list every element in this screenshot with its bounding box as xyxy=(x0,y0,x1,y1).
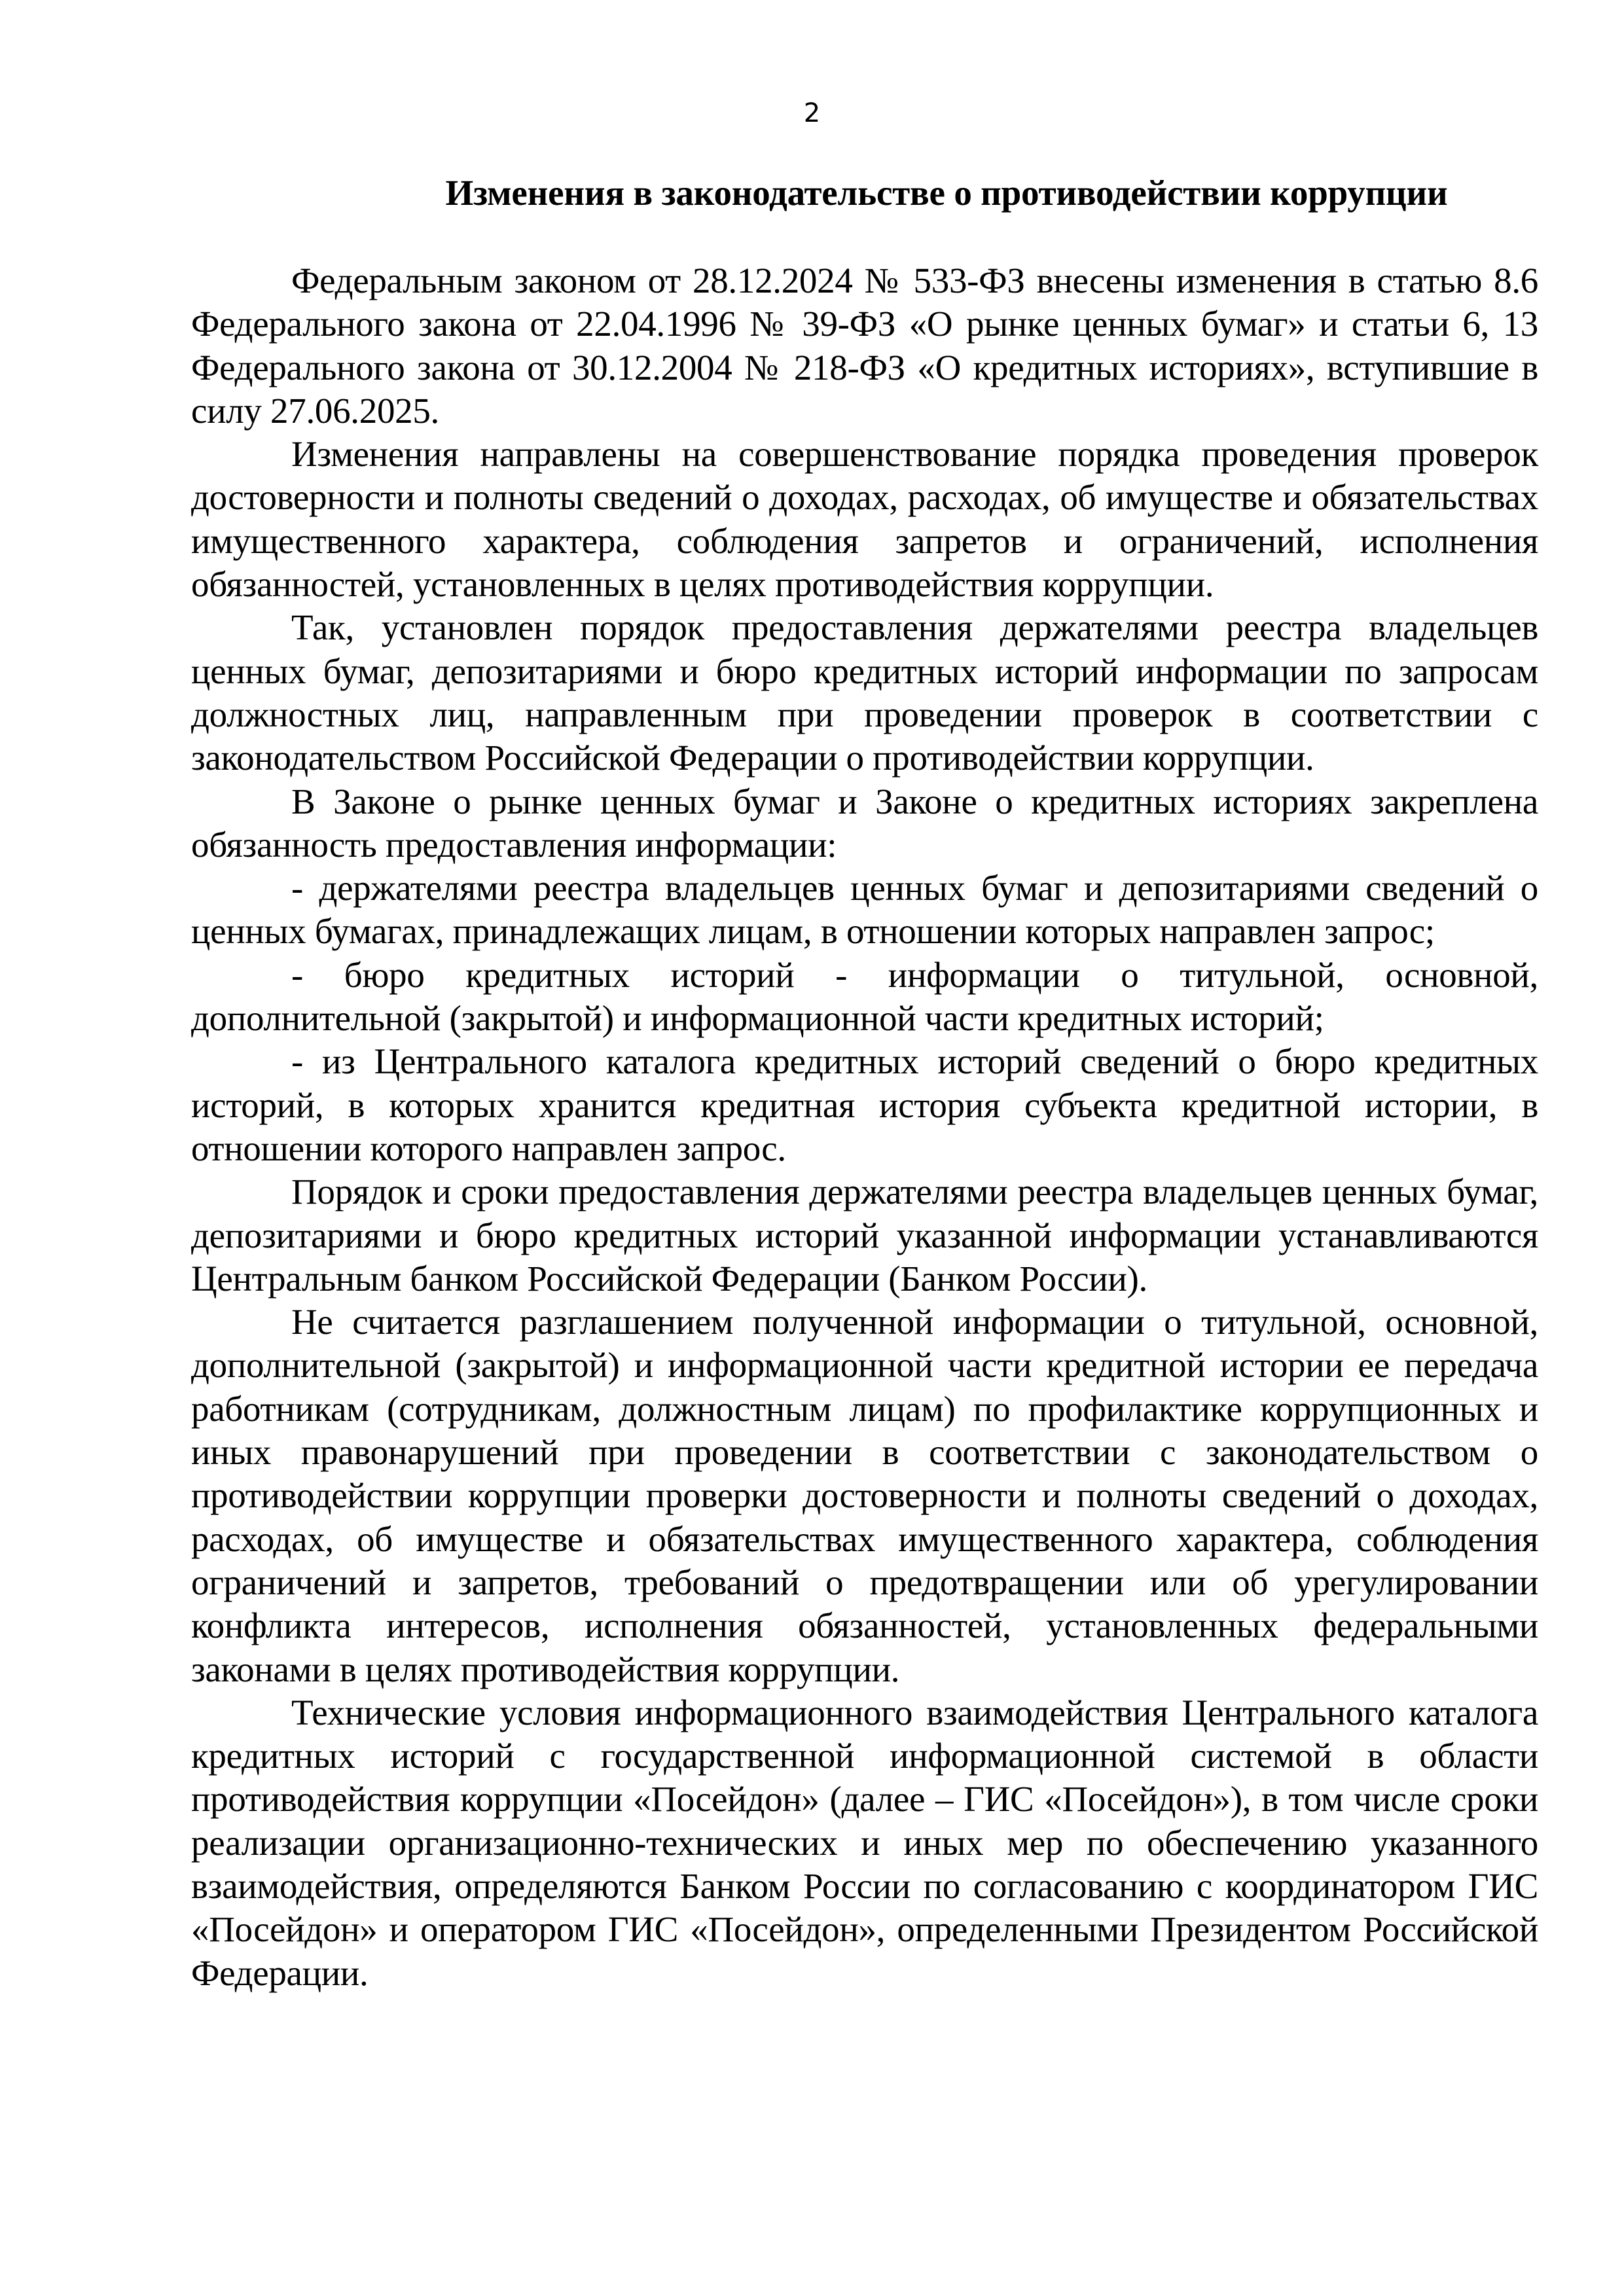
paragraph-law-amendments: Федеральным законом от 28.12.2024 № 533-ФЗ внесены изменения в статью 8.6 Федерального закона от 22.04.1996 № 39-ФЗ «О рынке ценных бумаг» и статьи 6, 13 Федерального закона от 30.12.2004 № 218-ФЗ «О кредитных историях», вступившие в силу 27.06.2025. xyxy=(191,260,1538,431)
list-item-central-catalog: - из Центрального каталога кредитных историй сведений о бюро кредитных историй, в которых хранится кредитная история субъекта кредитной истории, в отношении которого направлен запрос. xyxy=(191,1041,1538,1168)
paragraph-obligation-intro: В Законе о рынке ценных бумаг и Законе о кредитных историях закреплена обязанность предоставления информации: xyxy=(191,781,1538,865)
paragraph-terms-bank-of-russia: Порядок и сроки предоставления держателями реестра владельцев ценных бумаг, депозитариями и бюро кредитных историй указанной информации устанавливаются Центральным банком Российской Федерации (Банком России). xyxy=(191,1172,1538,1299)
page-number: 2 xyxy=(803,98,821,128)
list-item-credit-bureaus: - бюро кредитных историй - информации о титульной, основной, дополнительной (закрытой) и информационной части кредитных историй; xyxy=(191,954,1538,1039)
document-title: Изменения в законодательстве о противодействии коррупции xyxy=(445,173,1448,213)
paragraph-disclosure: Не считается разглашением полученной информации о титульной, основной, дополнительной (закрытой) и информационной части кредитной истории ее передача работникам (сотрудникам, должностным лицам) по профилактике коррупционных и иных правонарушений при проведении в соответствии с законодательством о противодействии коррупции проверки достоверности и полноты сведений о доходах, расходах, об имуществе и обязательствах имущественного характера, соблюдения ограничений и запретов, требований о предотвращении или об урегулировании конфликта интересов, исполнения обязанностей, установленных федеральными законами в целях противодействия коррупции. xyxy=(191,1302,1538,1689)
list-item-registry-holders: - держателями реестра владельцев ценных бумаг и депозитариями сведений о ценных бумагах, принадлежащих лицам, в отношении которых направлен запрос; xyxy=(191,868,1538,952)
document-body xyxy=(191,171,1538,1995)
paragraph-purpose: Изменения направлены на совершенствование порядка проведения проверок достоверности и полноты сведений о доходах, расходах, об имуществе и обязательствах имущественного характера, соблюдения запретов и ограничений, исполнения обязанностей, установленных в целях противодействия коррупции. xyxy=(191,434,1538,605)
paragraph-technical-conditions: Технические условия информационного взаимодействия Центрального каталога кредитных историй с государственной информационной системой в области противодействия коррупции «Посейдон» (далее – ГИС «Посейдон»), в том числе сроки реализации организационно-технических и иных мер по обеспечению указанного взаимодействия, определяются Банком России по согласованию с координатором ГИС «Посейдон» и оператором ГИС «Посейдон», определенными Президентом Российской Федерации. xyxy=(191,1692,1538,1993)
paragraph-procedure: Так, установлен порядок предоставления держателями реестра владельцев ценных бумаг, депозитариями и бюро кредитных историй информации по запросам должностных лиц, направленным при проведении проверок в соответствии с законодательством Российской Федерации о противодействии коррупции. xyxy=(191,607,1538,778)
